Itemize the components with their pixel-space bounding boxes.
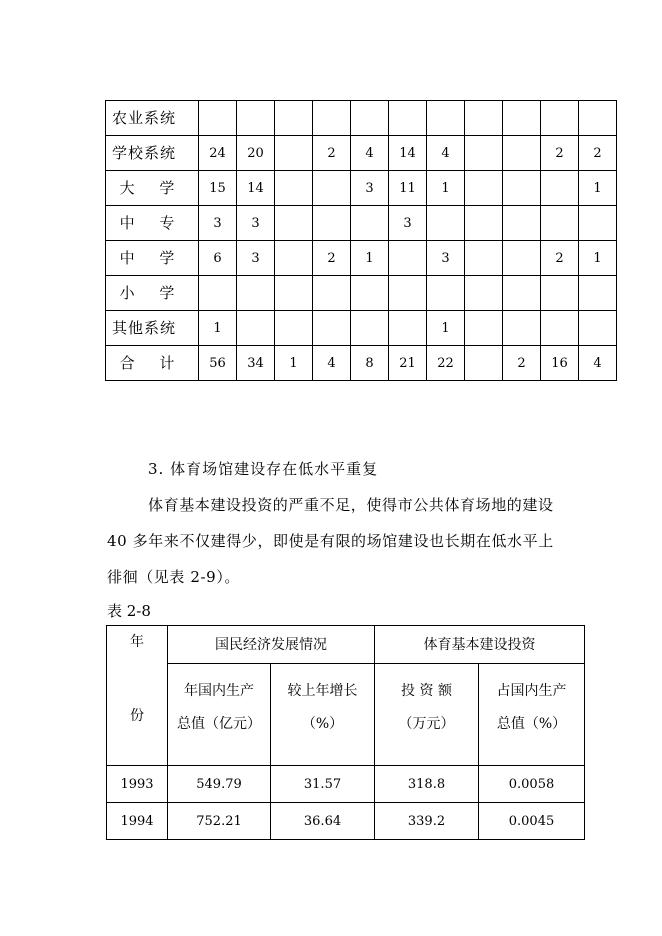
- value-cell: 16: [541, 346, 579, 381]
- value-cell: [237, 276, 275, 311]
- investment-group-header: 体育基本建设投资: [375, 626, 585, 664]
- paragraph-line-1: 体育基本建设投资的严重不足，使得市公共体育场地的建设: [148, 496, 554, 514]
- value-cell: 20: [237, 136, 275, 171]
- value-cell: [351, 276, 389, 311]
- share-cell: 0.0058: [479, 766, 585, 803]
- share-header-line1: 占国内生产: [496, 683, 567, 699]
- value-cell: [275, 136, 313, 171]
- value-cell: 3: [427, 241, 465, 276]
- value-cell: 2: [313, 241, 351, 276]
- value-cell: 3: [237, 206, 275, 241]
- share-header-line2: 总值（%）: [496, 716, 567, 732]
- growth-cell: 36.64: [271, 803, 375, 840]
- paragraph-line-3: 徘徊（见表 2-9）。: [107, 568, 241, 586]
- invest-header-line2: （万元）: [398, 716, 455, 732]
- gdp-cell: 752.21: [168, 803, 271, 840]
- value-cell: 14: [389, 136, 427, 171]
- value-cell: 2: [541, 136, 579, 171]
- value-cell: [275, 311, 313, 346]
- value-cell: [313, 171, 351, 206]
- year-header-bottom: 份: [130, 708, 144, 724]
- value-cell: 6: [199, 241, 237, 276]
- value-cell: [579, 101, 617, 136]
- invest-cell: 339.2: [375, 803, 479, 840]
- value-cell: [389, 101, 427, 136]
- row-label: 大 学: [106, 171, 199, 206]
- value-cell: 22: [427, 346, 465, 381]
- value-cell: [275, 276, 313, 311]
- value-cell: [313, 276, 351, 311]
- value-cell: [503, 136, 541, 171]
- table-row: [107, 766, 585, 803]
- value-cell: 24: [199, 136, 237, 171]
- value-cell: [389, 311, 427, 346]
- row-label: 小 学: [106, 276, 199, 311]
- year-header-top: 年: [130, 634, 144, 650]
- invest-header-line1: 投 资 额: [401, 683, 452, 699]
- value-cell: [275, 101, 313, 136]
- value-cell: [465, 136, 503, 171]
- value-cell: 3: [389, 206, 427, 241]
- value-cell: [313, 311, 351, 346]
- value-cell: [389, 241, 427, 276]
- invest-cell: 318.8: [375, 766, 479, 803]
- value-cell: 1: [427, 171, 465, 206]
- year-header: [107, 626, 168, 766]
- value-cell: [503, 311, 541, 346]
- growth-header-line1: 较上年增长: [287, 683, 358, 699]
- row-label: 中 专: [106, 206, 199, 241]
- value-cell: [541, 101, 579, 136]
- value-cell: 4: [427, 136, 465, 171]
- value-cell: [427, 101, 465, 136]
- investment-table: [106, 625, 585, 840]
- table-row: [106, 276, 617, 311]
- table-row: [106, 101, 617, 136]
- economy-group-header: 国民经济发展情况: [168, 626, 375, 664]
- value-cell: [237, 101, 275, 136]
- value-cell: [427, 276, 465, 311]
- value-cell: [579, 206, 617, 241]
- section-heading: 3. 体育场馆建设存在低水平重复: [148, 460, 379, 478]
- value-cell: [351, 101, 389, 136]
- value-cell: [503, 101, 541, 136]
- value-cell: [503, 206, 541, 241]
- value-cell: [541, 311, 579, 346]
- year-cell: 1993: [107, 766, 168, 803]
- value-cell: [351, 311, 389, 346]
- value-cell: 21: [389, 346, 427, 381]
- value-cell: [465, 241, 503, 276]
- table-row: [106, 171, 617, 206]
- value-cell: [275, 171, 313, 206]
- value-cell: 15: [199, 171, 237, 206]
- value-cell: 1: [579, 171, 617, 206]
- value-cell: 34: [237, 346, 275, 381]
- gdp-header-line1: 年国内生产: [184, 683, 254, 699]
- value-cell: [351, 206, 389, 241]
- value-cell: 1: [275, 346, 313, 381]
- value-cell: 2: [503, 346, 541, 381]
- value-cell: 3: [199, 206, 237, 241]
- gdp-cell: 549.79: [168, 766, 271, 803]
- table-row: [106, 346, 617, 381]
- value-cell: [389, 276, 427, 311]
- row-label: 学校系统: [106, 136, 199, 171]
- value-cell: [579, 276, 617, 311]
- table-row: [106, 311, 617, 346]
- row-label: 其他系统: [106, 311, 199, 346]
- share-cell: 0.0045: [479, 803, 585, 840]
- value-cell: [465, 346, 503, 381]
- sports-facilities-table: [105, 100, 617, 381]
- value-cell: 4: [313, 346, 351, 381]
- value-cell: [541, 206, 579, 241]
- value-cell: [275, 241, 313, 276]
- growth-header: [271, 664, 375, 766]
- value-cell: 56: [199, 346, 237, 381]
- value-cell: 1: [199, 311, 237, 346]
- value-cell: 1: [579, 241, 617, 276]
- value-cell: [541, 276, 579, 311]
- value-cell: [465, 101, 503, 136]
- value-cell: [199, 101, 237, 136]
- value-cell: 2: [541, 241, 579, 276]
- value-cell: 2: [579, 136, 617, 171]
- value-cell: [579, 311, 617, 346]
- table-row: [106, 241, 617, 276]
- value-cell: 2: [313, 136, 351, 171]
- paragraph-line-2: 40 多年来不仅建得少，即使是有限的场馆建设也长期在低水平上: [107, 532, 554, 550]
- value-cell: 3: [237, 241, 275, 276]
- value-cell: [427, 206, 465, 241]
- year-cell: 1994: [107, 803, 168, 840]
- value-cell: [503, 276, 541, 311]
- row-label: 农业系统: [106, 101, 199, 136]
- value-cell: [275, 206, 313, 241]
- sports-facilities-table-body: [106, 101, 617, 381]
- table-caption: 表 2-8: [107, 602, 151, 620]
- value-cell: 4: [351, 136, 389, 171]
- value-cell: [465, 171, 503, 206]
- value-cell: 1: [427, 311, 465, 346]
- value-cell: [313, 101, 351, 136]
- value-cell: 8: [351, 346, 389, 381]
- table-row: [107, 803, 585, 840]
- value-cell: [503, 171, 541, 206]
- invest-header: [375, 664, 479, 766]
- value-cell: [465, 206, 503, 241]
- row-label: 中 学: [106, 241, 199, 276]
- value-cell: 11: [389, 171, 427, 206]
- value-cell: [237, 311, 275, 346]
- growth-cell: 31.57: [271, 766, 375, 803]
- value-cell: [503, 241, 541, 276]
- share-header: [479, 664, 585, 766]
- gdp-header: [168, 664, 271, 766]
- value-cell: [199, 276, 237, 311]
- value-cell: [313, 206, 351, 241]
- table-row: [106, 206, 617, 241]
- value-cell: 4: [579, 346, 617, 381]
- value-cell: 14: [237, 171, 275, 206]
- gdp-header-line2: 总值（亿元）: [177, 716, 261, 732]
- value-cell: 1: [351, 241, 389, 276]
- value-cell: [541, 171, 579, 206]
- value-cell: [465, 276, 503, 311]
- row-label: 合 计: [106, 346, 199, 381]
- growth-header-line2: （%）: [301, 716, 344, 732]
- value-cell: 3: [351, 171, 389, 206]
- value-cell: [465, 311, 503, 346]
- table-row: [106, 136, 617, 171]
